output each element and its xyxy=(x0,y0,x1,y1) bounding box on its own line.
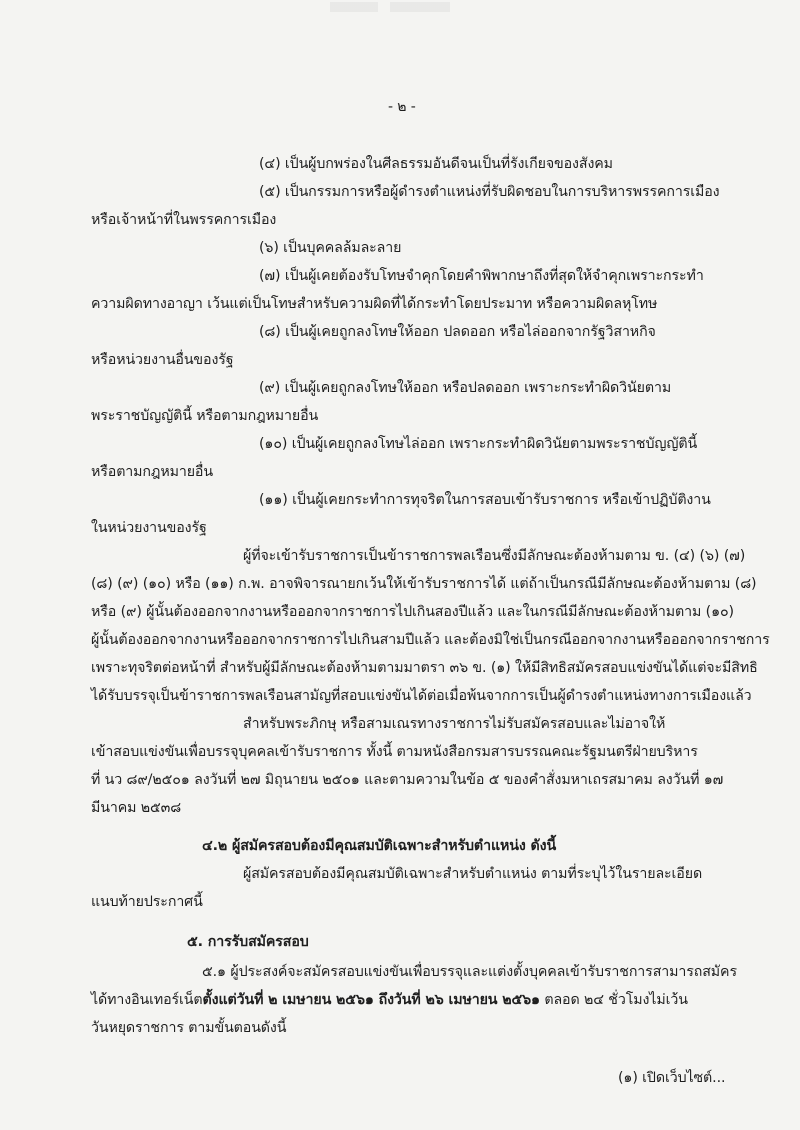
section-5-1-line-2-end: ตลอด ๒๔ ชั่วโมงไม่เว้น xyxy=(539,992,688,1008)
item-10: (๑๐) เป็นผู้เคยถูกลงโทษไล่ออก เพราะกระทำผิดวินัยตามพระราชบัญญัตินี้ xyxy=(259,436,698,452)
exemption-paragraph-line-4: ผู้นั้นต้องออกจากงานหรือออกจากราชการไปเกินสามปีแล้ว และต้องมิใช่เป็นกรณีออกจากงานหรือออกจากราชการ xyxy=(91,632,770,648)
item-10-cont: หรือตามกฎหมายอื่น xyxy=(91,464,213,480)
item-5: (๕) เป็นกรรมการหรือผู้ดำรงตำแหน่งที่รับผิดชอบในการบริหารพรรคการเมือง xyxy=(259,184,720,200)
section-4-2-line-1: ผู้สมัครสอบต้องมีคุณสมบัติเฉพาะสำหรับตำแหน่ง ตามที่ระบุไว้ในรายละเอียด xyxy=(243,866,703,882)
item-9-cont: พระราชบัญญัตินี้ หรือตามกฎหมายอื่น xyxy=(91,408,319,424)
header-bleed-through xyxy=(330,2,450,12)
monk-paragraph-line-1: สำหรับพระภิกษุ หรือสามเณรทางราชการไม่รับสมัครสอบและไม่อาจให้ xyxy=(243,716,666,732)
exemption-paragraph-line-5: เพราะทุจริตต่อหน้าที่ สำหรับผู้มีลักษณะต้องห้ามตามมาตรา ๓๖ ข. (๑) ให้มีสิทธิสมัครสอบแข่งขันได้แต่จะมีสิทธิ xyxy=(91,660,758,676)
exemption-paragraph-line-2: (๘) (๙) (๑๐) หรือ (๑๑) ก.พ. อาจพิจารณายกเว้นให้เข้ารับราชการได้ แต่ถ้าเป็นกรณีมีลักษณะต้องห้ามตาม (๘) xyxy=(91,576,757,592)
section-4-2-heading: ๔.๒ ผู้สมัครสอบต้องมีคุณสมบัติเฉพาะสำหรับตำแหน่ง ดังนี้ xyxy=(202,838,557,854)
exemption-paragraph-line-1: ผู้ที่จะเข้ารับราชการเป็นข้าราชการพลเรือนซึ่งมีลักษณะต้องห้ามตาม ข. (๔) (๖) (๗) xyxy=(243,548,746,564)
section-5-1-line-2-start: ได้ทางอินเทอร์เน็ต xyxy=(91,992,203,1008)
item-8: (๘) เป็นผู้เคยถูกลงโทษให้ออก ปลดออก หรือไล่ออกจากรัฐวิสาหกิจ xyxy=(259,324,656,340)
monk-paragraph-line-2: เข้าสอบแข่งขันเพื่อบรรจุบุคคลเข้ารับราชการ ทั้งนี้ ตามหนังสือกรมสารบรรณคณะรัฐมนตรีฝ่ายบริหาร xyxy=(91,744,698,760)
item-6: (๖) เป็นบุคคลล้มละลาย xyxy=(259,240,402,256)
item-8-cont: หรือหน่วยงานอื่นของรัฐ xyxy=(91,352,234,368)
section-5-1-line-3: วันหยุดราชการ ตามขั้นตอนดังนี้ xyxy=(91,1020,287,1036)
item-9: (๙) เป็นผู้เคยถูกลงโทษให้ออก หรือปลดออก เพราะกระทำผิดวินัยตาม xyxy=(259,380,672,396)
monk-paragraph-line-3: ที่ นว ๘๙/๒๕๐๑ ลงวันที่ ๒๗ มิถุนายน ๒๕๐๑ และตามความในข้อ ๕ ของคำสั่งมหาเถรสมาคม ลงวันที่ ๑๗ xyxy=(91,772,724,788)
exemption-paragraph-line-3: หรือ (๙) ผู้นั้นต้องออกจากงานหรือออกจากราชการไปเกินสองปีแล้ว และในกรณีมีลักษณะต้องห้ามตาม (๑๐) xyxy=(91,604,734,620)
section-5-1-line-1: ๕.๑ ผู้ประสงค์จะสมัครสอบแข่งขันเพื่อบรรจุและแต่งตั้งบุคคลเข้ารับราชการสามารถสมัคร xyxy=(202,964,737,980)
section-5-heading: ๕. การรับสมัครสอบ xyxy=(187,934,309,950)
section-4-2-line-2: แนบท้ายประกาศนี้ xyxy=(91,894,203,910)
item-7-cont: ความผิดทางอาญา เว้นแต่เป็นโทษสำหรับความผิดที่ได้กระทำโดยประมาท หรือความผิดลหุโทษ xyxy=(91,296,658,312)
section-5-1-line-2 xyxy=(91,990,688,1010)
continuation-note: (๑) เปิดเว็บไซต์... xyxy=(618,1070,726,1086)
item-11: (๑๑) เป็นผู้เคยกระทำการทุจริตในการสอบเข้ารับราชการ หรือเข้าปฏิบัติงาน xyxy=(259,492,711,508)
item-11-cont: ในหน่วยงานของรัฐ xyxy=(91,520,207,536)
exemption-paragraph-line-6: ได้รับบรรจุเป็นข้าราชการพลเรือนสามัญที่สอบแข่งขันได้ต่อเมื่อพ้นจากการเป็นผู้ดำรงตำแหน่งทางการเมืองแล้ว xyxy=(91,688,752,704)
item-5-cont: หรือเจ้าหน้าที่ในพรรคการเมือง xyxy=(91,212,277,228)
page-number: - ๒ - xyxy=(388,99,416,115)
item-4: (๔) เป็นผู้บกพร่องในศีลธรรมอันดีจนเป็นที่รังเกียจของสังคม xyxy=(259,156,613,172)
monk-paragraph-line-4: มีนาคม ๒๕๓๘ xyxy=(91,800,182,816)
application-period: ตั้งแต่วันที่ ๒ เมษายน ๒๕๖๑ ถึงวันที่ ๒๖ เมษายน ๒๕๖๑ xyxy=(202,992,540,1008)
item-7: (๗) เป็นผู้เคยต้องรับโทษจำคุกโดยคำพิพากษาถึงที่สุดให้จำคุกเพราะกระทำ xyxy=(259,268,704,284)
